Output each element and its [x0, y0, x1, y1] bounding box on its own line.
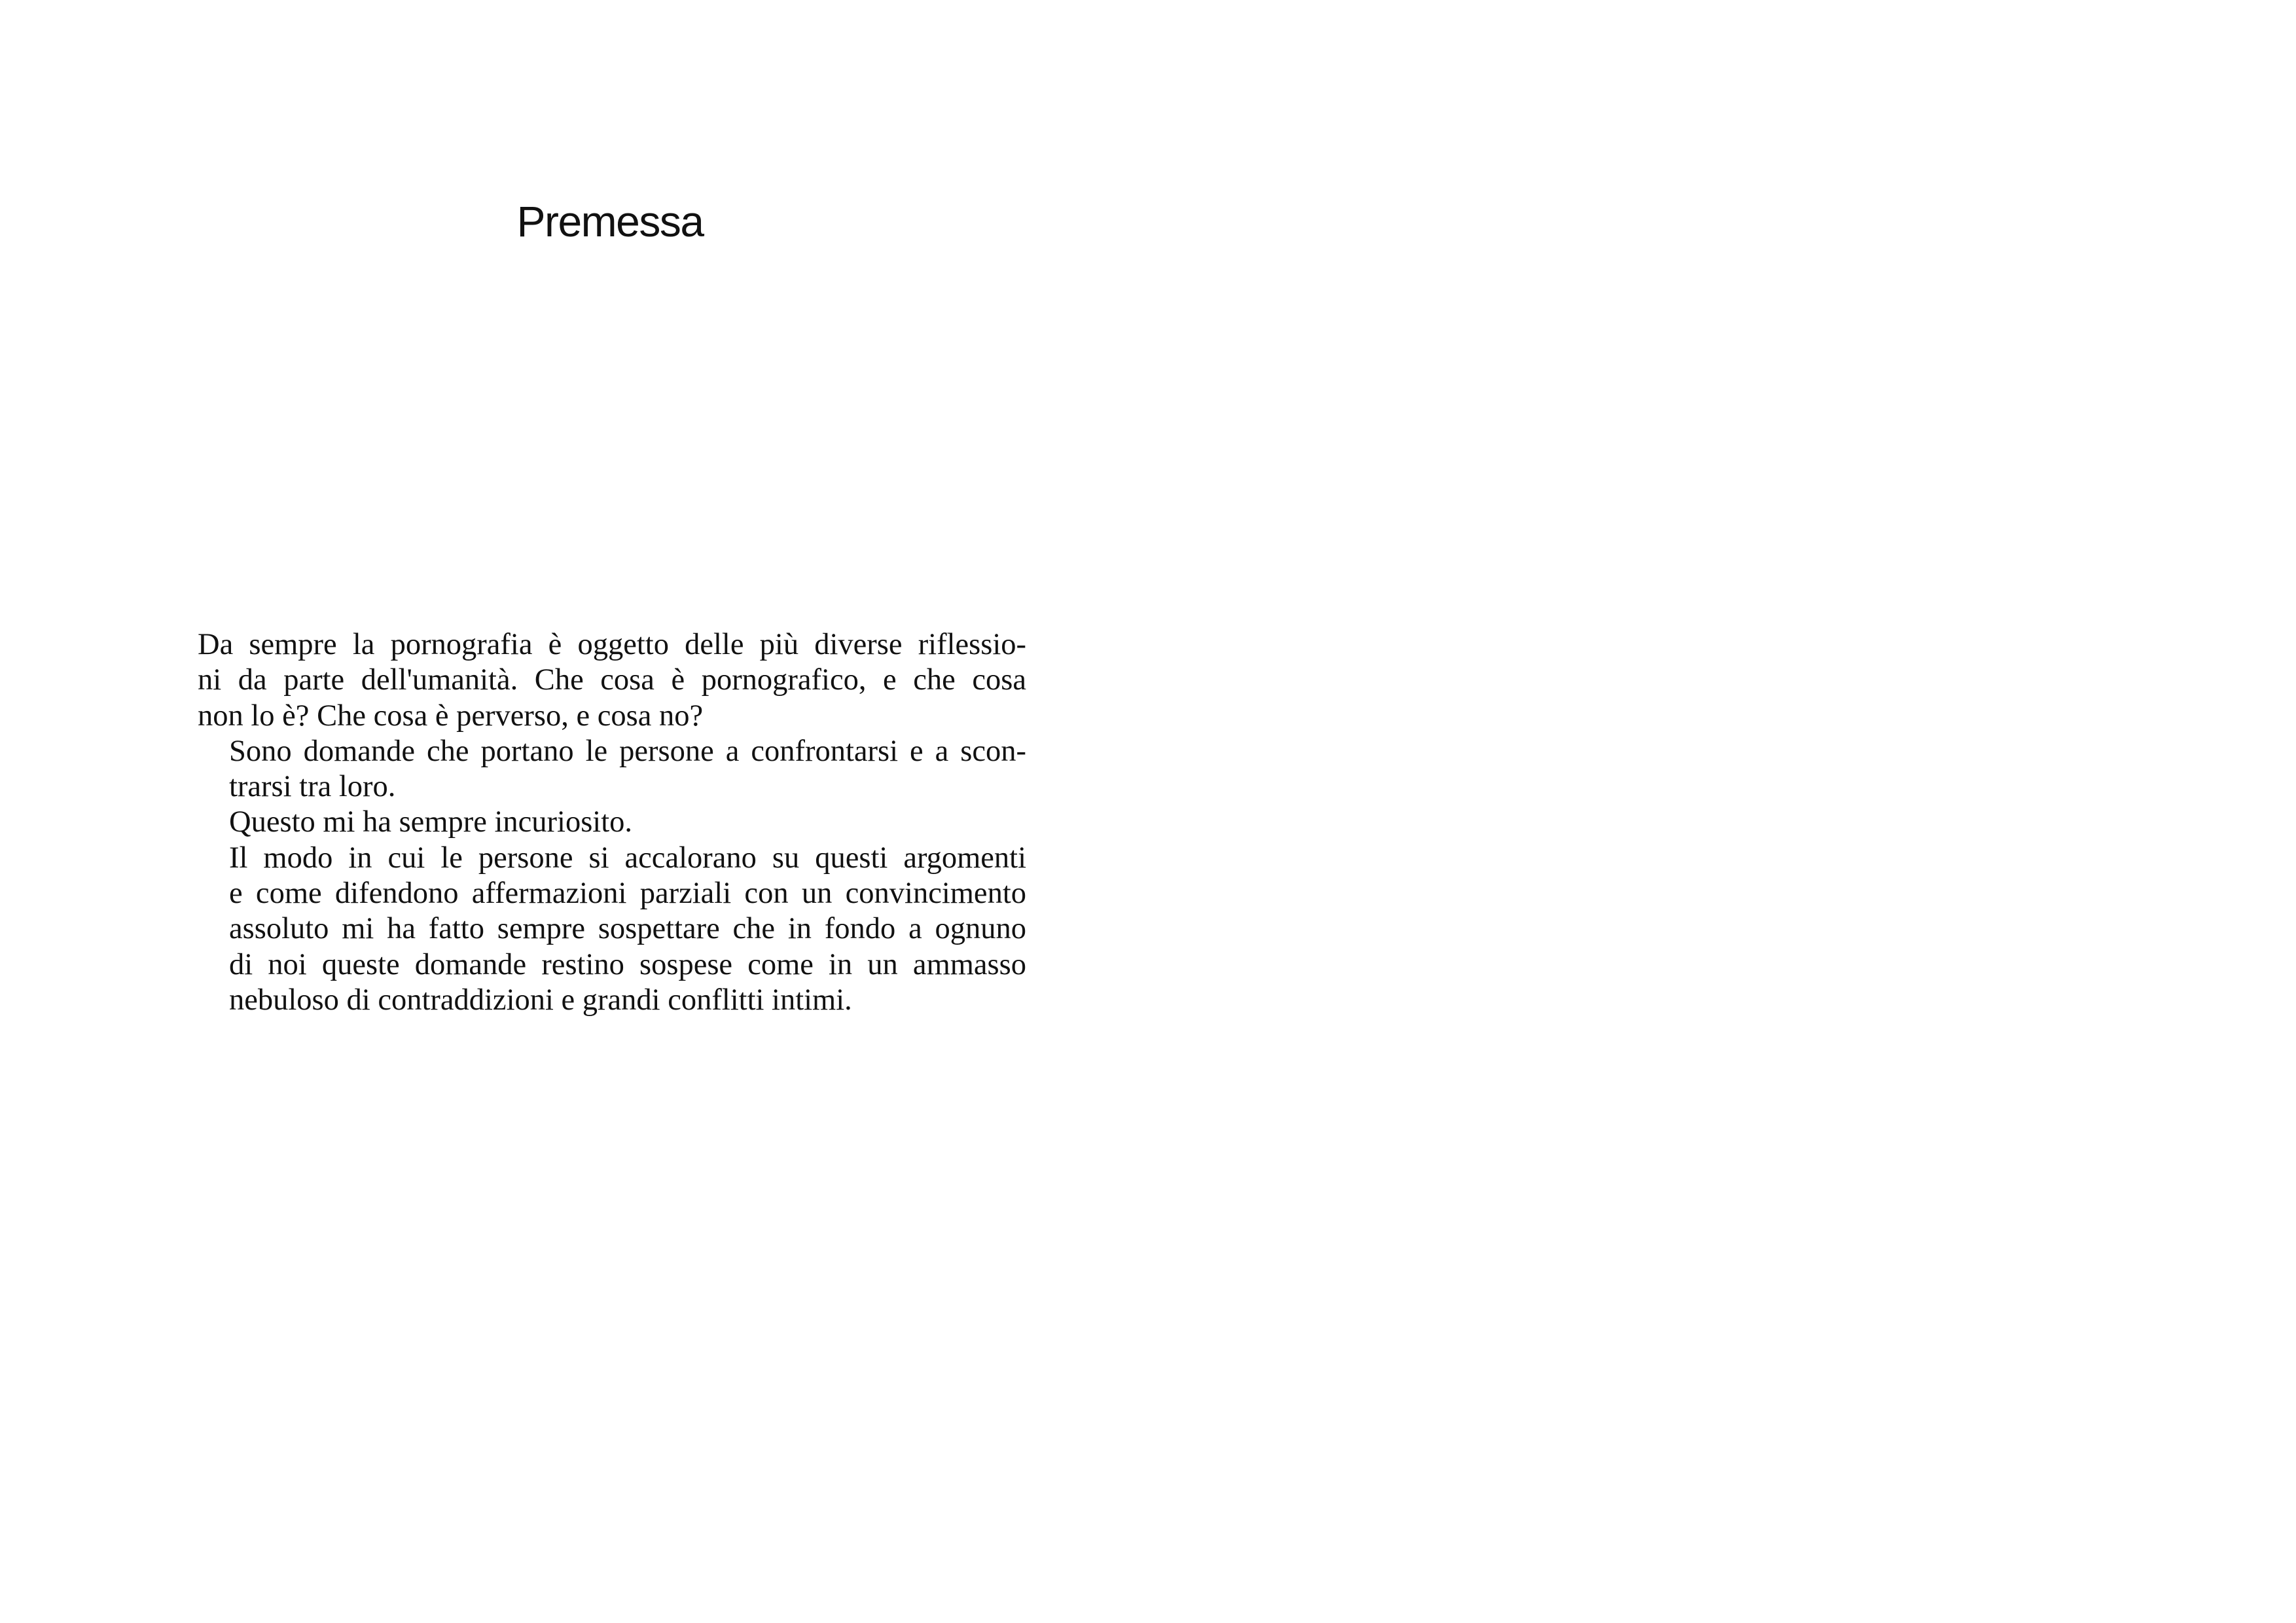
text-line: di noi queste domande restino sospese come in un ammasso [229, 947, 1026, 981]
text-line: assoluto mi ha fatto sempre sospettare che in fondo a ognuno [229, 912, 1026, 946]
text-line: nebuloso di contraddizioni e grandi conflitti intimi. [229, 983, 852, 1017]
text-line: ni da parte dell'umanità. Che cosa è pornografico, e che cosa [198, 663, 1026, 697]
paragraph-3 [198, 805, 1026, 840]
text-line: e come difendono affermazioni parziali con un convincimento [229, 877, 1026, 911]
text-line: Da sempre la pornografia è oggetto delle più diverse riflessio- [198, 628, 1026, 661]
text-line: Sono domande che portano le persone a confrontarsi e a scon- [229, 734, 1026, 768]
paragraph-1 [198, 627, 1026, 734]
page-title: Premessa [516, 197, 704, 246]
text-line: non lo è? Che cosa è perverso, e cosa no? [198, 699, 704, 733]
paragraph-2 [198, 734, 1026, 805]
paragraph-4 [198, 841, 1026, 1018]
text-line: trarsi tra loro. [229, 770, 396, 804]
text-line: Questo mi ha sempre incuriosito. [229, 805, 633, 839]
body-text [198, 627, 1026, 1018]
text-line: Il modo in cui le persone si accalorano su questi argomenti [229, 841, 1026, 875]
